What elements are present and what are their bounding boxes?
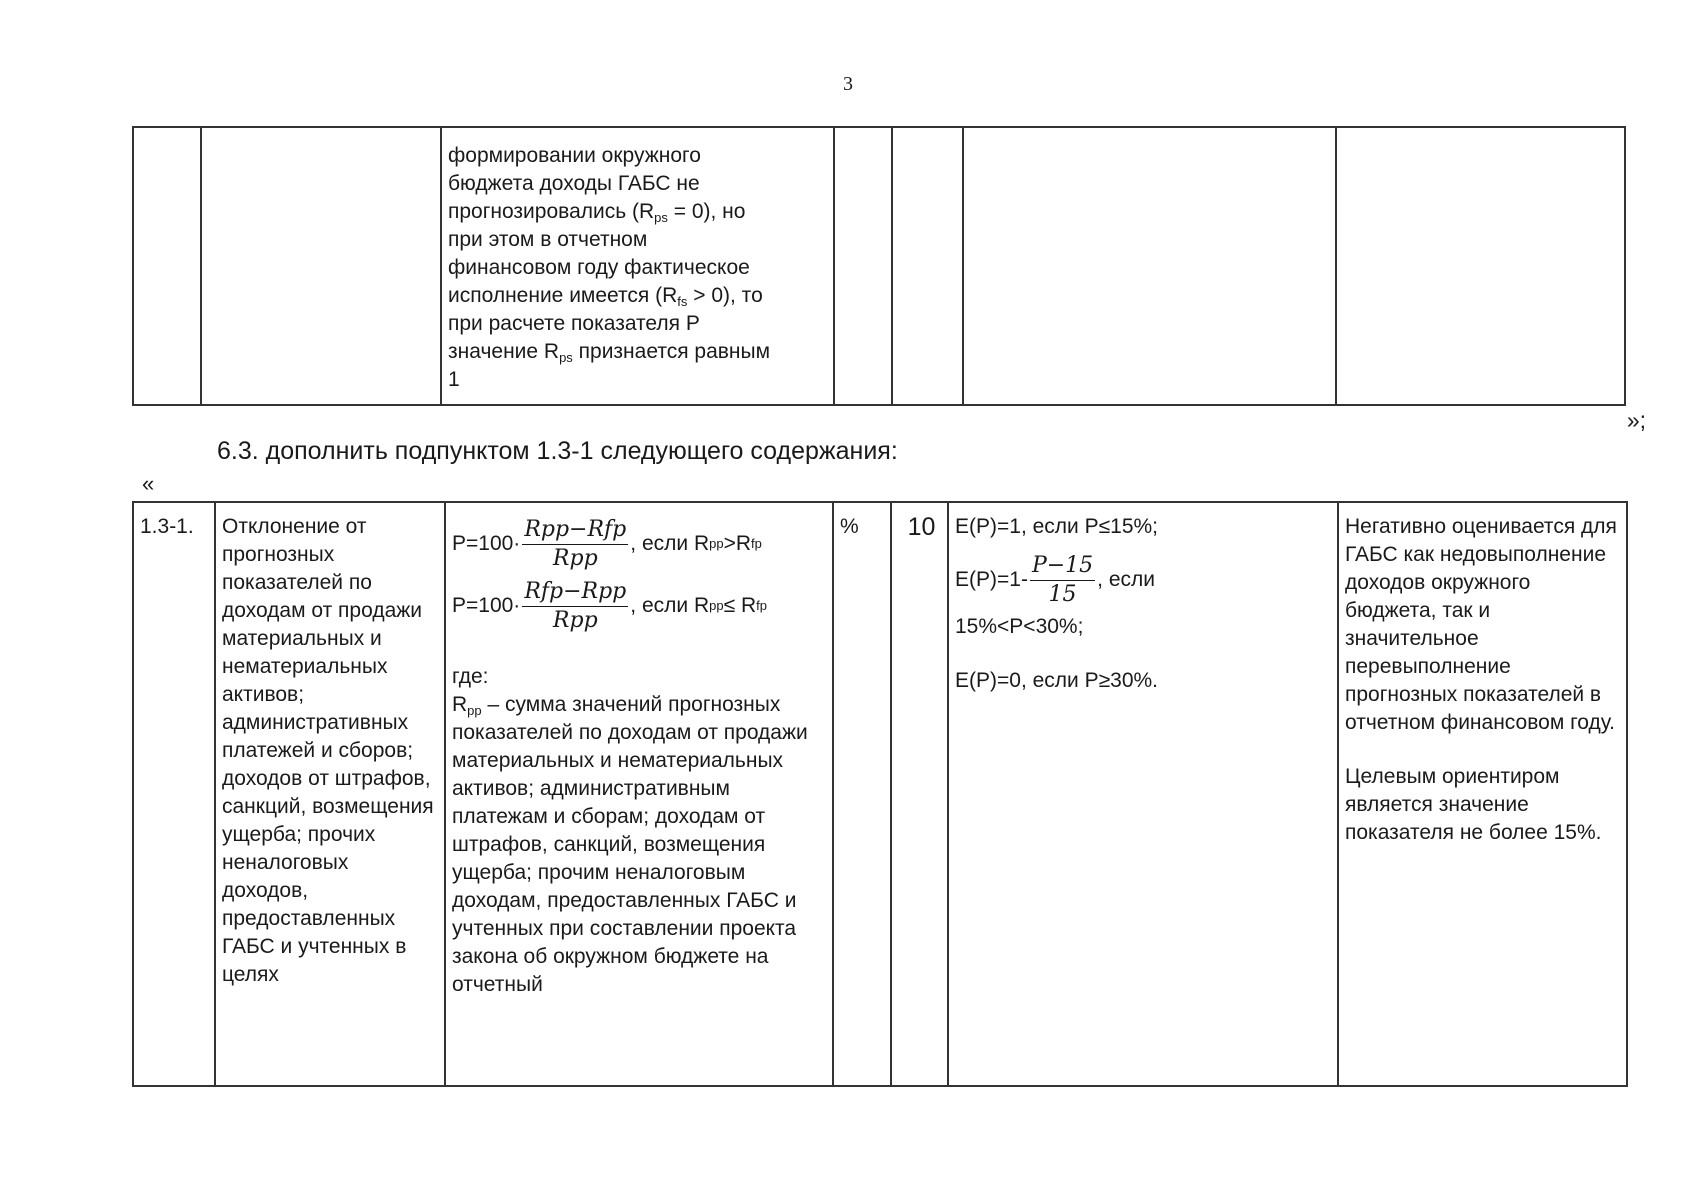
comment-1: Негативно оценивается для ГАБС как недовыполнение доходов окружного бюджета, так и значительное перевыполнение прогнозных показателей в отчетном финансовом году. <box>1345 515 1617 734</box>
text-line: 1 <box>448 368 460 391</box>
cell-weight <box>891 502 948 1086</box>
cell-name <box>201 127 441 405</box>
evaluation-rule-2-condition: 15%<P<30%; <box>955 615 1084 638</box>
comment-2: Целевым ориентиром является значение показателя не более 15%. <box>1345 765 1602 844</box>
cell-weight <box>892 127 963 405</box>
text-line: формировании окружного <box>448 144 701 167</box>
cell-comment <box>1338 502 1627 1086</box>
cell-evaluation <box>948 502 1338 1086</box>
opening-quote: « <box>142 471 155 496</box>
evaluation-rule-2: E(P)=1- $\frac{P-15}{15}$ , если <box>955 552 1156 607</box>
cell-evaluation <box>963 127 1336 405</box>
fraction: $\frac{\text{Rfp−Rpp}}{\text{Rpp}}$ <box>524 578 627 633</box>
indicator-table <box>132 501 1628 1087</box>
text-line: при расчете показателя Р <box>448 312 700 335</box>
weight: 10 <box>907 513 936 541</box>
text-line: бюджета доходы ГАБС не <box>448 172 700 195</box>
cell-number <box>133 502 215 1086</box>
where-label: где: <box>452 665 489 688</box>
cell-comment <box>1336 127 1625 405</box>
formula-1: P=100· $\frac{\text{Rpp−Rfp}}{\text{Rpp}}$ , если R pp >R fp <box>452 516 762 571</box>
text-line: исполнение имеется $(R_{fs} > 0)$, то <box>448 284 763 309</box>
cell-unit <box>834 127 892 405</box>
cell-formula <box>445 502 833 1086</box>
cell-name <box>215 502 445 1086</box>
unit: % <box>840 515 859 538</box>
fraction: $\frac{P-15}{15}$ <box>1031 552 1094 607</box>
evaluation-rule-1: E(P)=1, если P≤15%; <box>955 515 1159 538</box>
indicator-name: Отклонение от прогнозных показателей по доходам от продажи материальных и нематериальных активов; административных платежей и сборов; доходов от штрафов, санкций, возмещения ущерба; прочих неналоговых доходов, предоставленных ГАБС и учтенных в целях <box>222 515 434 986</box>
cell-unit <box>833 502 891 1086</box>
page-number: 3 <box>843 73 853 95</box>
amendment-paragraph: 6.3. дополнить подпунктом 1.3-1 следующего содержания: <box>217 437 898 465</box>
cell-formula <box>441 127 834 405</box>
table-row <box>133 502 1627 1086</box>
formula-2: P=100· $\frac{\text{Rfp−Rpp}}{\text{Rpp}}$ , если R pp ≤ R fp <box>452 578 767 633</box>
text-line: финансовом году фактическое <box>448 256 750 279</box>
evaluation-rule-3: E(P)=0, если P≥30%. <box>955 669 1159 692</box>
text-line: значение $R_{ps}$ признается равным <box>448 340 771 365</box>
continuation-table <box>132 126 1626 406</box>
text-line: при этом в отчетном <box>448 228 648 251</box>
text-line: прогнозировались $(R_{ps} = 0)$, но <box>448 200 746 225</box>
fraction: $\frac{\text{Rpp−Rfp}}{\text{Rpp}}$ <box>524 516 627 571</box>
table-row <box>133 127 1625 405</box>
row-number: 1.3-1. <box>140 515 194 538</box>
cell-number <box>133 127 201 405</box>
rpp-definition: $R_{pp}$ – сумма значений прогнозных показателей по доходам от продажи материальных и нематериальных активов; административным платежам и сборам; доходам от штрафов, санкций, возмещения ущерба; прочим неналоговым доходам, предоставленных ГАБС и учтенных при составлении проекта закона об окружном бюджете на отчетный <box>452 693 808 996</box>
closing-quote: »; <box>1626 407 1646 433</box>
